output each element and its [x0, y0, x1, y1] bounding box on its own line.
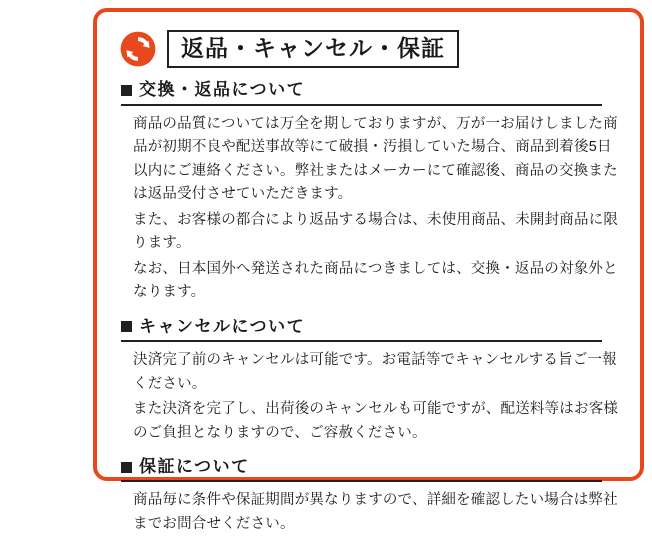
section-body [123, 113, 622, 305]
section-warranty [121, 457, 622, 536]
bullet-square-icon [121, 462, 132, 473]
paragraph: 決済完了前のキャンセルは可能です。お電話等でキャンセルする旨ご一報ください。 [133, 352, 617, 392]
policy-panel [93, 8, 644, 532]
section-heading-row [121, 80, 602, 105]
paragraph: なお、日本国外へ発送された商品につきましては、交換・返品の対象外となります。 [133, 260, 618, 301]
section-heading-row [121, 457, 602, 482]
section-exchange-return [121, 80, 622, 304]
section-heading: 交換・返品について [139, 80, 306, 100]
paragraph: 商品の品質については万全を期しておりますが、万が一お届けしました商品が初期不良や配送事故等にて破損・汚損していた場合、商品到着後5日以内にご連絡ください。弊社またはメーカーにて確認後、商品の交換または返品受付させていただきます。 [133, 115, 618, 203]
bullet-square-icon [121, 321, 132, 332]
document-title: 返品・キャンセル・保証 [167, 30, 459, 68]
panel-content [97, 12, 640, 546]
section-cancellation [121, 317, 622, 445]
paragraph: また、お客様の都合により返品する場合は、未使用商品、未開封商品に限ります。 [133, 211, 619, 252]
bullet-square-icon [121, 85, 132, 96]
section-body [123, 489, 622, 536]
title-row [119, 30, 622, 68]
recycle-icon [119, 30, 157, 68]
section-heading: 保証について [139, 457, 250, 477]
section-heading: キャンセルについて [139, 316, 306, 336]
paragraph: また決済を完了し、出荷後のキャンセルも可能ですが、配送料等はお客様のご負担となりますので、ご容赦ください。 [133, 401, 619, 441]
section-body [123, 349, 622, 445]
paragraph: 商品毎に条件や保証期間が異なりますので、詳細を確認したい場合は弊社までお問合せください。 [133, 492, 618, 532]
section-heading-row [121, 317, 602, 342]
